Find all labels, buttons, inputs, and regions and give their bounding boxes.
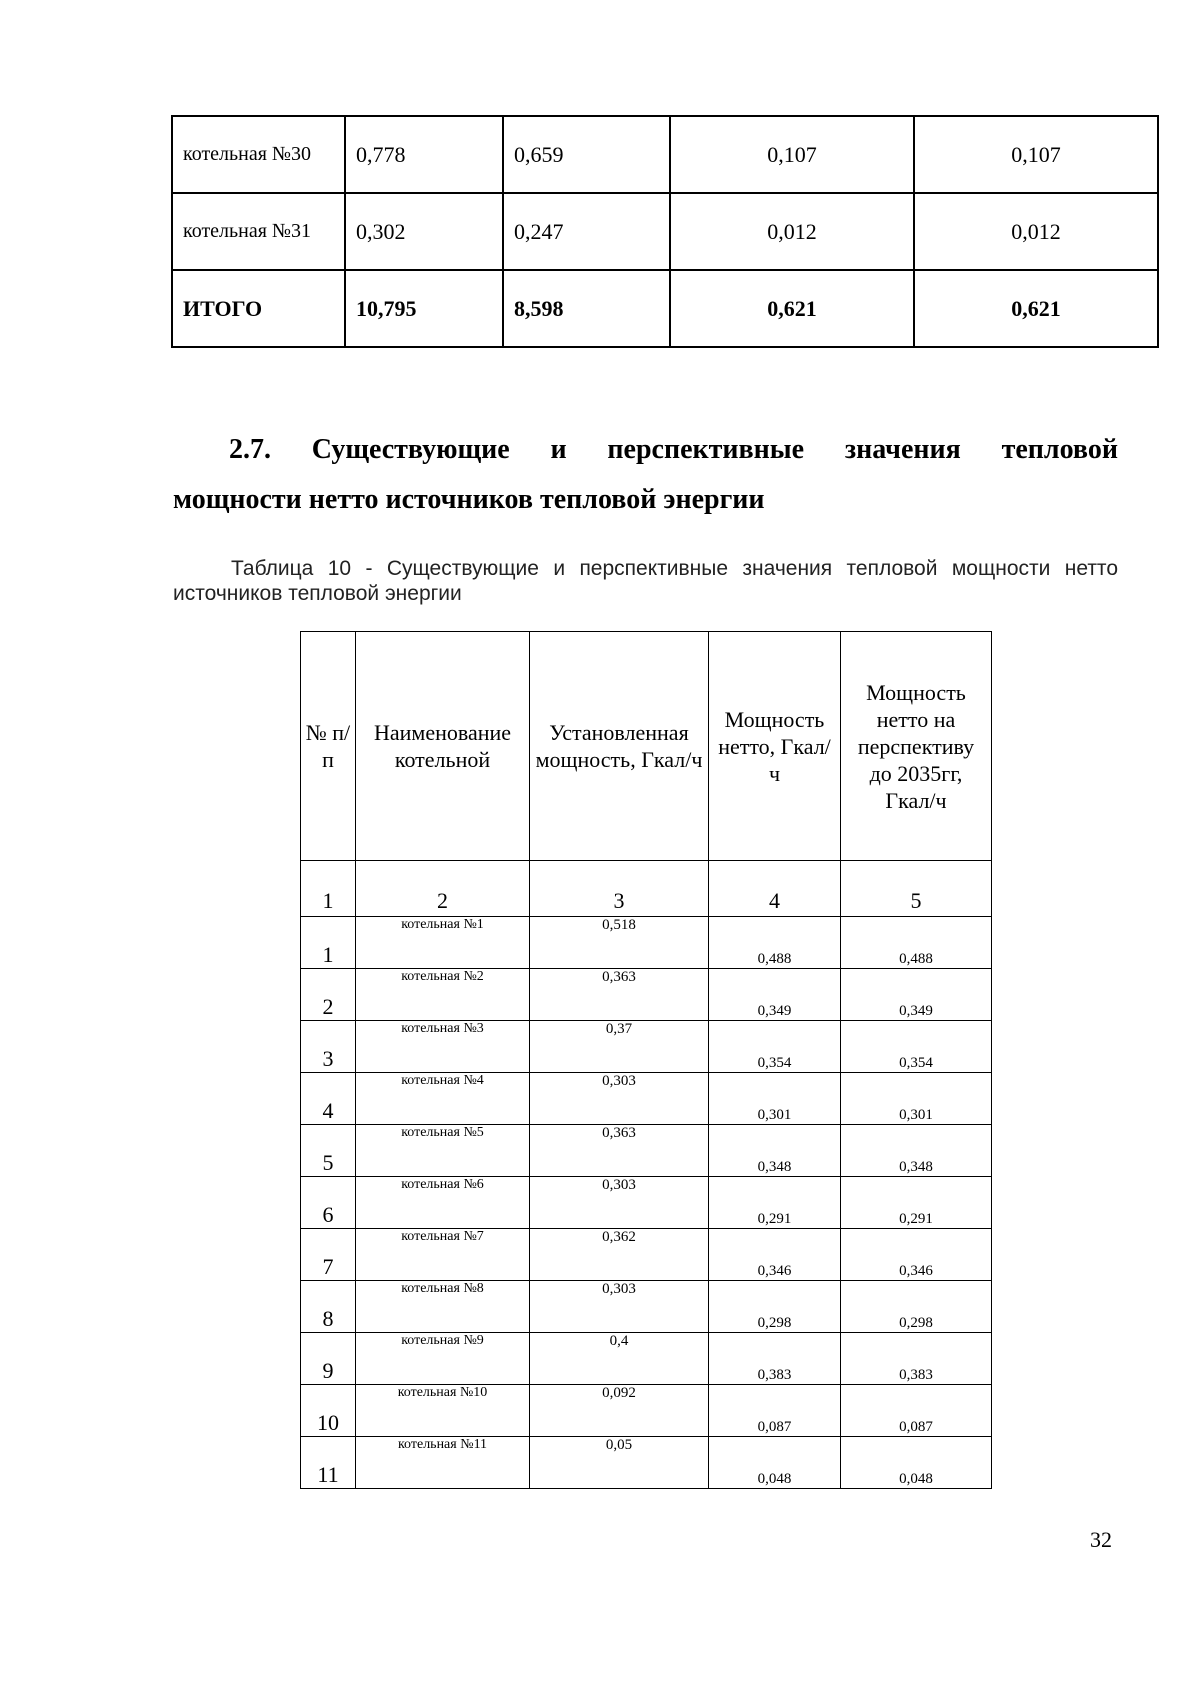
column-header: Мощность нетто, Гкал/ч (709, 632, 841, 861)
total-value: 8,598 (503, 270, 670, 347)
cell-value: 0,012 (670, 193, 914, 270)
future-net-capacity: 0,348 (841, 1125, 992, 1177)
column-header: Наименование котельной (356, 632, 530, 861)
heading-word: значения (844, 434, 961, 465)
column-header: Установленная мощность, Гкал/ч (530, 632, 709, 861)
installed-capacity: 0,303 (530, 1177, 709, 1229)
net-capacity: 0,488 (709, 917, 841, 969)
installed-capacity: 0,363 (530, 969, 709, 1021)
boiler-name: котельная №2 (356, 969, 530, 1021)
net-capacity: 0,301 (709, 1073, 841, 1125)
table-row (301, 1021, 992, 1073)
table-row (172, 193, 1158, 270)
future-net-capacity: 0,383 (841, 1333, 992, 1385)
table-header-row (301, 632, 992, 861)
boiler-name: котельная №4 (356, 1073, 530, 1125)
boiler-name: котельная №30 (172, 116, 345, 193)
total-row (172, 270, 1158, 347)
row-number: 4 (301, 1073, 356, 1125)
table-row (301, 1333, 992, 1385)
table-row (301, 1073, 992, 1125)
net-capacity: 0,354 (709, 1021, 841, 1073)
future-net-capacity: 0,048 (841, 1437, 992, 1489)
future-net-capacity: 0,488 (841, 917, 992, 969)
installed-capacity: 0,303 (530, 1281, 709, 1333)
heading-word: Существующие (311, 434, 510, 465)
total-value: 10,795 (345, 270, 503, 347)
column-number: 2 (356, 861, 530, 917)
future-net-capacity: 0,354 (841, 1021, 992, 1073)
net-capacity: 0,291 (709, 1177, 841, 1229)
row-number: 1 (301, 917, 356, 969)
boiler-name: котельная №1 (356, 917, 530, 969)
table-row (301, 1177, 992, 1229)
boiler-name: котельная №3 (356, 1021, 530, 1073)
row-number: 9 (301, 1333, 356, 1385)
cell-value: 0,247 (503, 193, 670, 270)
cell-value: 0,302 (345, 193, 503, 270)
installed-capacity: 0,518 (530, 917, 709, 969)
page-number: 32 (1090, 1527, 1112, 1552)
net-capacity-table (300, 631, 992, 1489)
table-row (301, 1385, 992, 1437)
future-net-capacity: 0,291 (841, 1177, 992, 1229)
section-heading-line2: мощности нетто источников тепловой энергии (173, 484, 765, 515)
boiler-name: котельная №6 (356, 1177, 530, 1229)
cell-value: 0,659 (503, 116, 670, 193)
section-number: 2.7. (229, 434, 271, 465)
column-number: 3 (530, 861, 709, 917)
column-header: Мощность нетто на перспективу до 2035гг, Гкал/ч (841, 632, 992, 861)
row-number: 2 (301, 969, 356, 1021)
heading-word: и (550, 434, 567, 465)
table-row (301, 1125, 992, 1177)
column-number: 5 (841, 861, 992, 917)
row-number: 11 (301, 1437, 356, 1489)
future-net-capacity: 0,301 (841, 1073, 992, 1125)
column-header: № п/п (301, 632, 356, 861)
boiler-name: котельная №7 (356, 1229, 530, 1281)
cell-value: 0,107 (670, 116, 914, 193)
heading-word: перспективные (607, 434, 805, 465)
cell-value: 0,107 (914, 116, 1158, 193)
total-value: 0,621 (670, 270, 914, 347)
net-capacity: 0,087 (709, 1385, 841, 1437)
section-heading-line1 (173, 425, 1118, 475)
installed-capacity: 0,05 (530, 1437, 709, 1489)
column-number-row (301, 861, 992, 917)
boiler-name: котельная №31 (172, 193, 345, 270)
boiler-name: котельная №8 (356, 1281, 530, 1333)
future-net-capacity: 0,087 (841, 1385, 992, 1437)
net-capacity: 0,346 (709, 1229, 841, 1281)
row-number: 6 (301, 1177, 356, 1229)
installed-capacity: 0,362 (530, 1229, 709, 1281)
net-capacity: 0,048 (709, 1437, 841, 1489)
installed-capacity: 0,37 (530, 1021, 709, 1073)
table-caption: Таблица 10 - Существующие и перспективные значения тепловой мощности нетто источников тепловой энергии (173, 557, 1118, 605)
installed-capacity: 0,363 (530, 1125, 709, 1177)
table-row (301, 969, 992, 1021)
total-value: 0,621 (914, 270, 1158, 347)
row-number: 3 (301, 1021, 356, 1073)
boiler-name: котельная №5 (356, 1125, 530, 1177)
column-number: 1 (301, 861, 356, 917)
net-capacity: 0,349 (709, 969, 841, 1021)
section-heading (173, 425, 1118, 525)
cell-value: 0,012 (914, 193, 1158, 270)
table-row (301, 1229, 992, 1281)
boiler-capacity-table-continuation (171, 115, 1159, 348)
net-capacity: 0,348 (709, 1125, 841, 1177)
row-number: 7 (301, 1229, 356, 1281)
boiler-name: котельная №9 (356, 1333, 530, 1385)
future-net-capacity: 0,349 (841, 969, 992, 1021)
boiler-name: котельная №11 (356, 1437, 530, 1489)
future-net-capacity: 0,298 (841, 1281, 992, 1333)
row-number: 10 (301, 1385, 356, 1437)
column-number: 4 (709, 861, 841, 917)
table-row (301, 917, 992, 969)
installed-capacity: 0,4 (530, 1333, 709, 1385)
heading-word: тепловой (1001, 434, 1118, 465)
installed-capacity: 0,303 (530, 1073, 709, 1125)
net-capacity: 0,383 (709, 1333, 841, 1385)
table-row (301, 1437, 992, 1489)
table-row (301, 1281, 992, 1333)
table-row (172, 116, 1158, 193)
installed-capacity: 0,092 (530, 1385, 709, 1437)
total-label: ИТОГО (172, 270, 345, 347)
cell-value: 0,778 (345, 116, 503, 193)
future-net-capacity: 0,346 (841, 1229, 992, 1281)
boiler-name: котельная №10 (356, 1385, 530, 1437)
row-number: 8 (301, 1281, 356, 1333)
row-number: 5 (301, 1125, 356, 1177)
net-capacity: 0,298 (709, 1281, 841, 1333)
